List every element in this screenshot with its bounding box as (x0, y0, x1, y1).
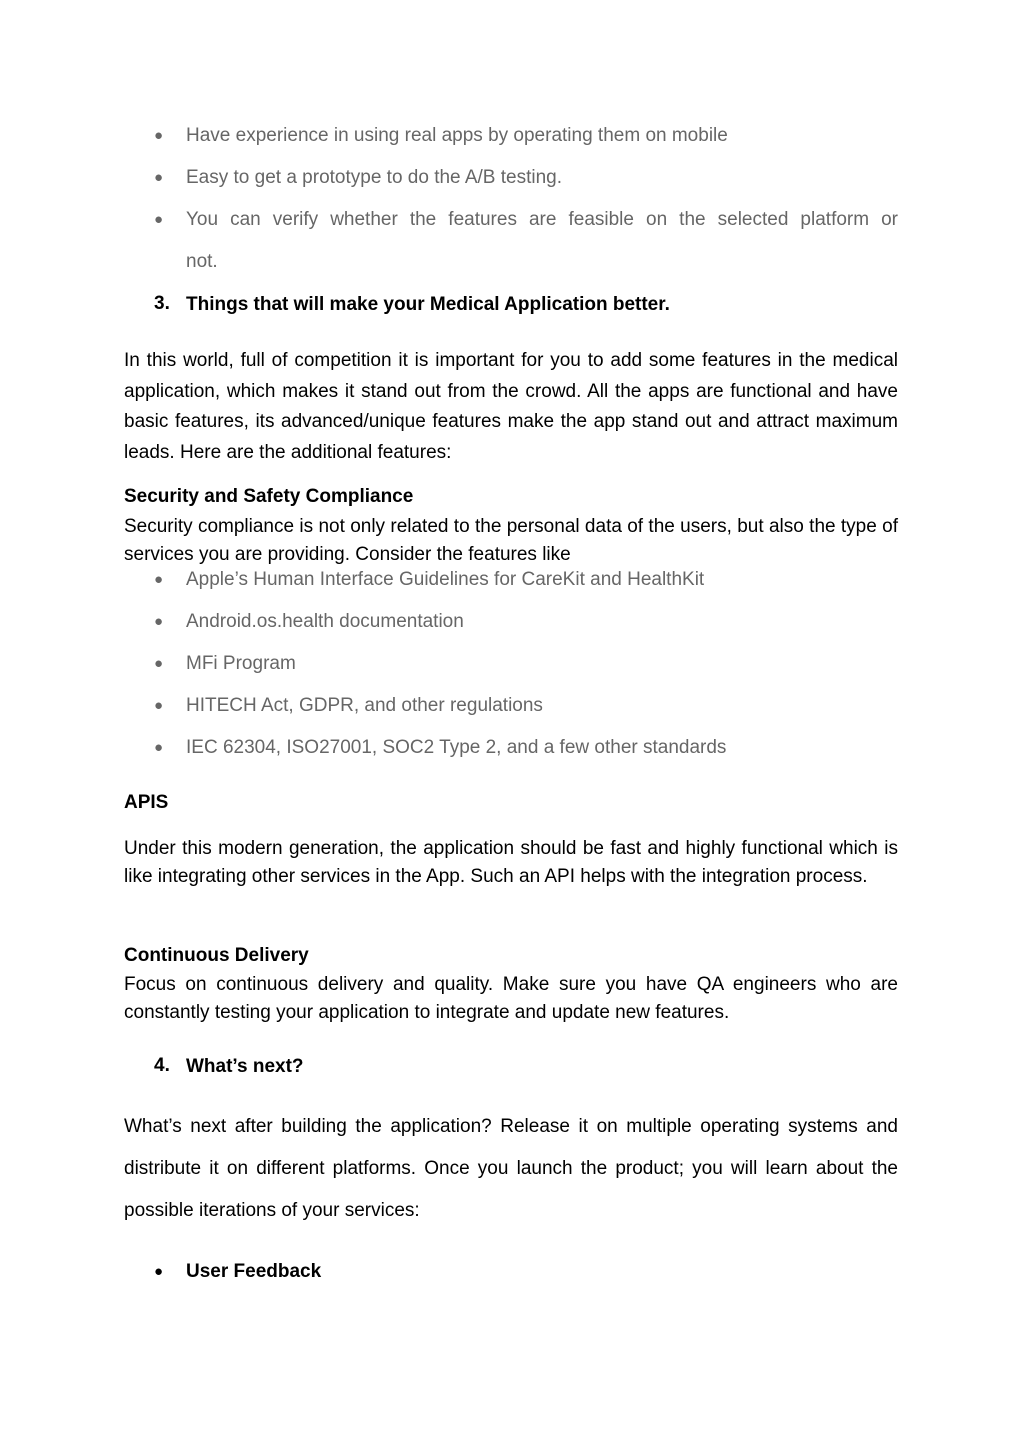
bullet-icon: ● (154, 739, 164, 756)
list-item: IEC 62304, ISO27001, SOC2 Type 2, and a few other standards (186, 737, 727, 758)
list-item: MFi Program (186, 653, 296, 674)
section-title: What’s next? (186, 1056, 304, 1077)
subsection-heading: Continuous Delivery (124, 945, 309, 966)
list-item: Apple’s Human Interface Guidelines for CareKit and HealthKit (186, 569, 705, 590)
bullet-icon: ● (154, 613, 164, 630)
list-item: User Feedback (186, 1261, 322, 1282)
list-item: HITECH Act, GDPR, and other regulations (186, 695, 543, 716)
list-item: You can verify whether the features are feasible on the selected platform or (186, 209, 898, 230)
section-number: 3. (154, 293, 170, 314)
subsection-text: Security compliance is not only related to the personal data of the users, but also the type of services you are providing. Consider the features like (124, 516, 898, 565)
bullet-icon: ● (154, 655, 164, 672)
bullet-icon: ● (154, 697, 164, 714)
bullet-icon: ● (154, 169, 164, 186)
list-item: Android.os.health documentation (186, 611, 464, 632)
list-item-continuation: not. (186, 251, 218, 272)
bullet-icon: ● (154, 127, 164, 144)
bullet-icon: ● (154, 1263, 164, 1280)
section-intro: What’s next after building the application? Release it on multiple operating systems and distribute it on different platforms. Once you launch the product; you will learn about the possible iterations of your services: (124, 1116, 898, 1221)
subsection-heading: APIS (124, 792, 169, 813)
bullet-icon: ● (154, 211, 164, 228)
subsection-heading: Security and Safety Compliance (124, 486, 414, 507)
bullet-icon: ● (154, 571, 164, 588)
section-number: 4. (154, 1055, 170, 1076)
subsection-text: Focus on continuous delivery and quality. Make sure you have QA engineers who are constantly testing your application to integrate and update new features. (124, 974, 898, 1023)
subsection-text: Under this modern generation, the application should be fast and highly functional which is like integrating other services in the App. Such an API helps with the integration process. (124, 838, 898, 887)
section-title: Things that will make your Medical Application better. (186, 294, 670, 315)
section-intro: In this world, full of competition it is important for you to add some features in the medical application, which makes it stand out from the crowd. All the apps are functional and have basic features, its advanced/unique features make the app stand out and attract maximum leads. Here are the additional features: (124, 350, 898, 464)
list-item: Easy to get a prototype to do the A/B testing. (186, 167, 563, 188)
list-item: Have experience in using real apps by operating them on mobile (186, 125, 728, 146)
